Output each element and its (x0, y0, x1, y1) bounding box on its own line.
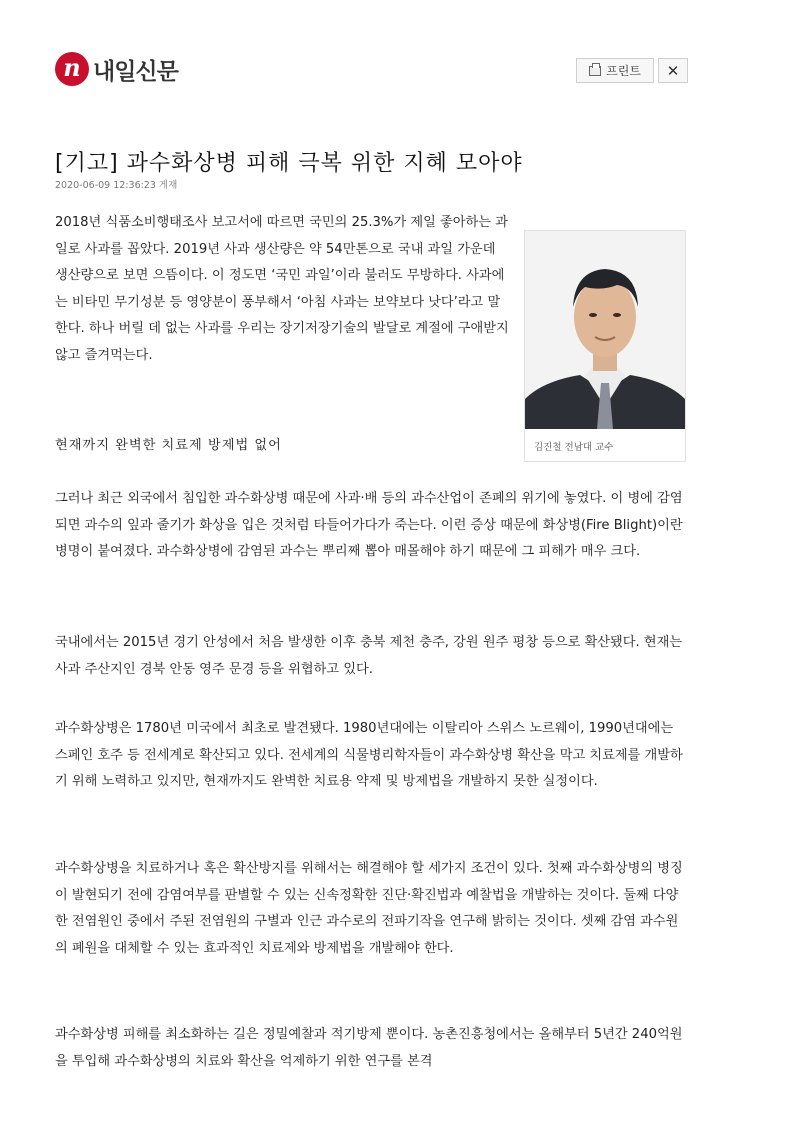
photo-caption: 김진철 전남대 교수 (534, 442, 614, 453)
close-icon: ✕ (666, 61, 680, 80)
close-button[interactable] (658, 58, 688, 83)
logo-text: 내일신문 (93, 58, 178, 85)
article-paragraph: 그러나 최근 외국에서 침입한 과수화상병 때문에 사과·배 등의 과수산업이 존폐의 위기에 놓였다. 이 병에 감염되면 과수의 잎과 줄기가 화상을 입은 것처럼 타들어가다가 죽는다. 이런 증상 때문에 화상병(Fire Blight)이란 병명이 붙여졌다. 과수화상병에 감염된 과수는 뿌리째 뽑아 매몰해야 하기 때문에 그 피해가 매우 크다. (55, 491, 683, 559)
article-paragraph: 과수화상병 피해를 최소화하는 길은 정밀예찰과 적기방제 뿐이다. 농촌진흥청에서는 올해부터 5년간 240억원을 투입해 과수화상병의 치료와 확산을 억제하기 위한 연구를 본격 (55, 1027, 683, 1069)
toolbar (576, 58, 688, 83)
page-header (55, 52, 688, 92)
article-date: 2020-06-09 12:36:23 게재 (55, 180, 178, 191)
article-paragraph: 과수화상병은 1780년 미국에서 최초로 발견됐다. 1980년대에는 이탈리아 스위스 노르웨이, 1990년대에는 스페인 호주 등 전세계로 확산되고 있다. 전세계의 식물병리학자들이 과수화상병 확산을 막고 치료제를 개발하기 위해 노력하고 있지만, 현재까지도 완벽한 치료용 약제 및 방제법을 개발하지 못한 실정이다. (55, 721, 683, 789)
newspaper-logo[interactable] (55, 52, 178, 86)
logo-mark-icon: n (55, 52, 89, 86)
author-photo-box (524, 230, 686, 462)
article-title: [기고] 과수화상병 피해 극복 위한 지혜 모아야 (55, 151, 523, 176)
article-intro: 2018년 식품소비행태조사 보고서에 따르면 국민의 25.3%가 제일 좋아하는 과일로 사과를 꼽았다. 2019년 사과 생산량은 약 54만톤으로 국내 과일 가운데 생산량으로 보면 으뜸이다. 이 정도면 ‘국민 과일’이라 불러도 무방하다. 사과에는 비타민 무기성분 등 영양분이 풍부해서 ‘아침 사과는 보약보다 낫다’라고 말한다. 하나 버릴 데 없는 사과를 우리는 장기저장기술의 발달로 계절에 구애받지 않고 즐겨먹는다. (55, 215, 509, 363)
article-paragraph: 과수화상병을 치료하거나 혹은 확산방지를 위해서는 해결해야 할 세가지 조건이 있다. 첫째 과수화상병의 병징이 발현되기 전에 감염여부를 판별할 수 있는 신속정확한 진단·확진법과 예찰법을 개발하는 것이다. 둘째 다양한 전염원인 중에서 주된 전염원의 구별과 인근 과수로의 전파기작을 연구해 밝히는 것이다. 셋째 감염 과수원의 폐원을 대체할 수 있는 효과적인 치료제와 방제법을 개발해야 한다. (55, 861, 683, 956)
author-photo (525, 231, 685, 429)
print-button-label: 프린트 (606, 64, 641, 78)
article-subheading: 현재까지 완벽한 치료제 방제법 없어 (55, 438, 282, 453)
article-paragraph: 국내에서는 2015년 경기 안성에서 처음 발생한 이후 충북 제천 충주, 강원 원주 평창 등으로 확산됐다. 현재는 사과 주산지인 경북 안동 영주 문경 등을 위협하고 있다. (55, 635, 683, 677)
printer-icon (589, 66, 601, 76)
print-button[interactable] (576, 58, 654, 83)
